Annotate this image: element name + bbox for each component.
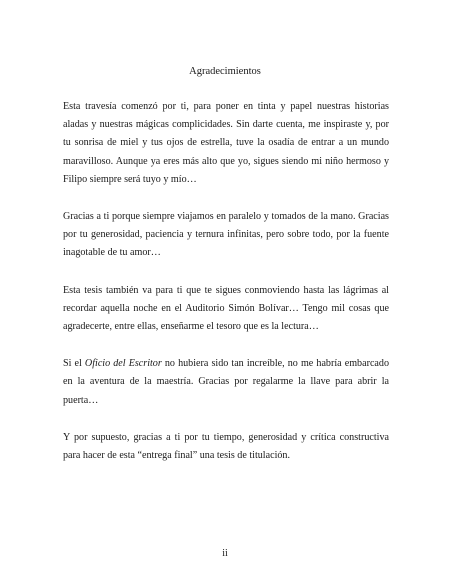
book-title: Oficio del Escritor	[84, 358, 162, 370]
paragraph-3: Esta tesis también va para ti que te sigues conmoviendo hasta las lágrimas al recordar aquella noche en el Auditorio Simón Bolívar… Tengo mil cosas que agradecerte, entre ellas, enseñarme el tesoro que es la lectura…	[63, 284, 389, 333]
page-body	[63, 98, 389, 484]
paragraph-1: Esta travesía comenzó por ti, para poner en tinta y papel nuestras historias aladas y nuestras mágicas complicidades. Sin darte cuenta, me inspiraste y, por tu sonrisa de miel y tus ojos de estrella, tuve la osadía de entrar a un mundo maravilloso. Aunque ya eres más alto que yo, sigues siendo mi niño hermoso y Filipo siempre será tuyo y mío…	[63, 101, 389, 185]
paragraph-2: Gracias a ti porque siempre viajamos en paralelo y tomados de la mano. Gracias por tu generosidad, paciencia y ternura infinitas, pero sobre todo, por la fuente inagotable de tu amor…	[63, 211, 389, 259]
paragraph-4-lead: Si el	[63, 358, 85, 370]
paragraph-4	[63, 355, 389, 410]
page-title: Agradecimientos	[189, 66, 261, 77]
paragraph-5: Y por supuesto, gracias a ti por tu tiempo, generosidad y crítica constructiva para hacer de esta “entrega final” una tesis de titulación.	[63, 431, 389, 462]
page-number: ii	[222, 548, 228, 559]
paragraph-4-rest: no hubiera sido tan increíble, no me habría embarcado en la aventura de la maestría. Gracias por regalarme la llave para abrir la puerta…	[63, 358, 389, 406]
